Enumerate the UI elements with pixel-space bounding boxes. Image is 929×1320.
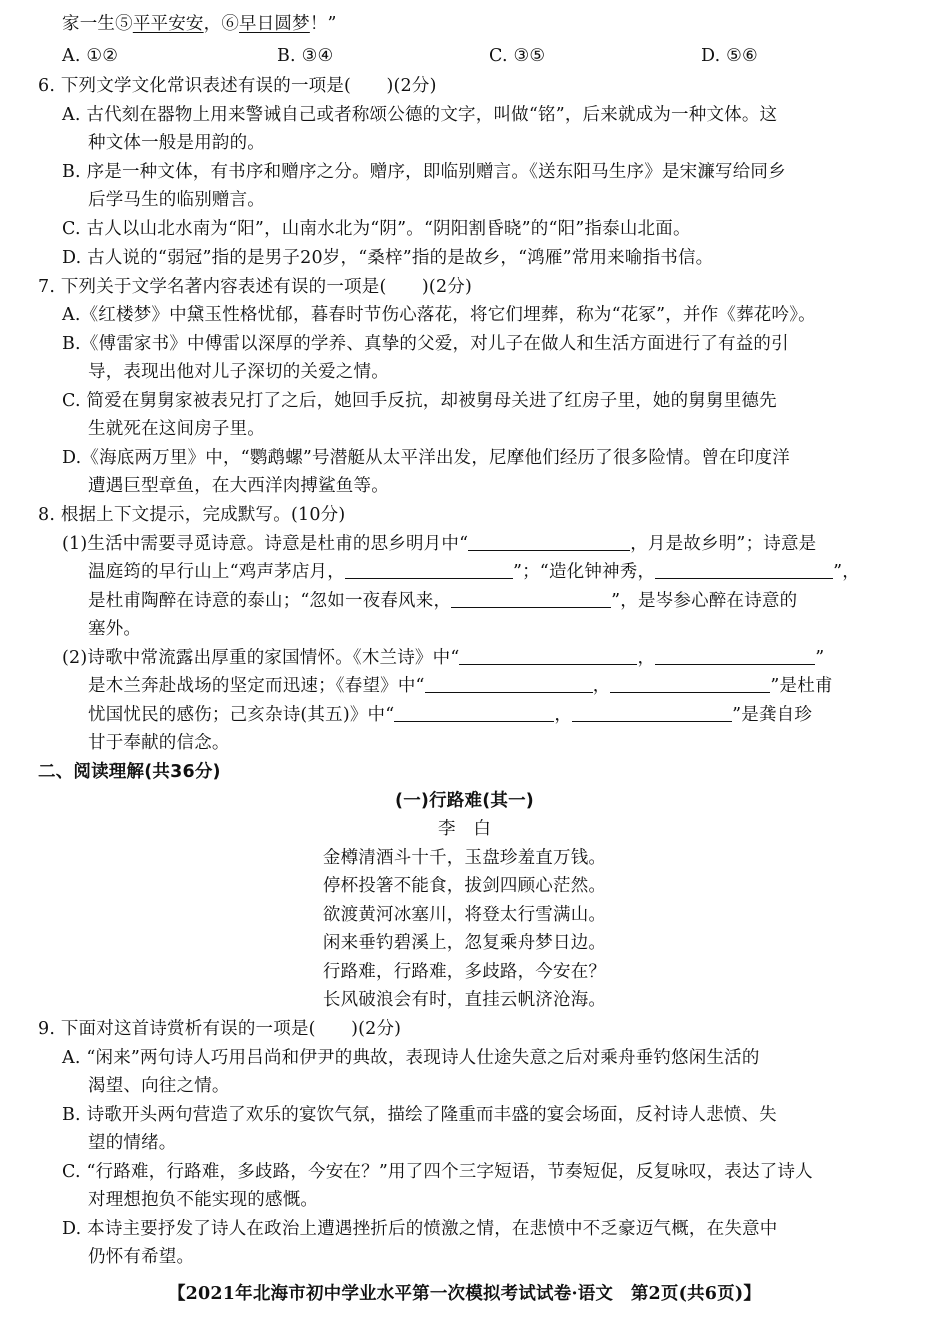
q8-p2-text-d: 是木兰奔赴战场的坚定而迅速；《春望》中“	[88, 676, 425, 696]
blank-input[interactable]	[572, 703, 732, 722]
q8-part2-line4: 甘于奉献的信念。	[88, 733, 230, 753]
q5-option-b[interactable]: B. ③④	[277, 46, 334, 66]
q8-part2-line1	[62, 645, 824, 671]
intro-underlined-5: 平平安安	[132, 14, 204, 34]
intro-underlined-6: 早日圆梦	[239, 14, 310, 34]
q9-option-d-line1[interactable]: D. 本诗主要抒发了诗人在政治上遭遇挫折后的愤激之情，在悲愤中不乏豪迈气概，在失意中	[62, 1219, 778, 1239]
q8-part2-line2	[88, 673, 833, 699]
q9-option-a-line1[interactable]: A. “闲来”两句诗人巧用吕尚和伊尹的典故，表现诗人仕途失意之后对乘舟垂钓悠闲生活的	[62, 1048, 760, 1068]
poem-title: (一)行路难(其一)	[395, 791, 534, 811]
q7-option-c-line1[interactable]: C. 简爱在舅舅家被表兄打了之后，她回手反抗，却被舅母关进了红房子里，她的舅舅里德先	[62, 391, 777, 411]
q9-option-d-line2: 仍怀有希望。	[88, 1247, 195, 1267]
poem-line: 闲来垂钓碧溪上，忽复乘舟梦日边。	[322, 933, 607, 953]
q8-p1-text-e: ”，	[833, 562, 861, 582]
blank-input[interactable]	[451, 589, 611, 608]
blank-input[interactable]	[655, 560, 833, 579]
intro-mid: ，⑥	[203, 14, 240, 34]
q8-part1-line1	[62, 531, 816, 557]
q8-p2-text-g: 忧国忧民的感伤；己亥杂诗(其五)》中“	[88, 705, 395, 725]
section-heading: 二、阅读理解(共36分)	[38, 762, 221, 782]
q9-option-b-line1[interactable]: B. 诗歌开头两句营造了欢乐的宴饮气氛，描绘了隆重而丰盛的宴会场面，反衬诗人悲愤、失	[62, 1105, 777, 1125]
poem-line: 长风破浪会有时，直挂云帆济沧海。	[322, 990, 607, 1010]
q8-p2-text-f: ”是杜甫	[770, 676, 833, 696]
q9-option-a-line2: 渴望、向往之情。	[88, 1076, 230, 1096]
q8-p1-text-c: 温庭筠的早行山上“鸡声茅店月，	[88, 562, 345, 582]
blank-input[interactable]	[394, 703, 554, 722]
intro-suffix: ！”	[309, 14, 337, 34]
q9-stem: 9. 下面对这首诗赏析有误的一项是( )(2分)	[38, 1019, 402, 1039]
intro-prefix: 家一生⑤	[62, 14, 133, 34]
q8-stem: 8. 根据上下文提示，完成默写。(10分)	[38, 505, 346, 525]
q6-option-a-line2: 种文体一般是用韵的。	[88, 133, 265, 153]
q5-option-d[interactable]: D. ⑤⑥	[701, 46, 758, 66]
q7-option-c-line2: 生就死在这间房子里。	[88, 419, 265, 439]
q8-p1-text-b: ，月是故乡明”；诗意是	[630, 534, 817, 554]
q8-p1-text-a: (1)生活中需要寻觅诗意。诗意是杜甫的思乡明月中“	[62, 534, 469, 554]
poem-line: 行路难，行路难，多歧路，今安在？	[322, 962, 607, 982]
blank-input[interactable]	[468, 532, 630, 551]
q7-option-d-line2: 遭遇巨型章鱼，在大西洋肉搏鲨鱼等。	[88, 476, 389, 496]
q8-part1-line4: 塞外。	[88, 619, 142, 639]
q6-option-c[interactable]: C. 古人以山北水南为“阳”，山南水北为“阴”。“阴阳割昏晓”的“阳”指泰山北面。	[62, 219, 691, 239]
q9-option-b-line2: 望的情绪。	[88, 1133, 177, 1153]
q7-option-b-line1[interactable]: B.《傅雷家书》中傅雷以深厚的学养、真挚的父爱，对儿子在做人和生活方面进行了有益的引	[62, 334, 789, 354]
q8-part1-line2	[88, 559, 860, 585]
q8-p2-text-a: (2)诗歌中常流露出厚重的家国情怀。《木兰诗》中“	[62, 648, 460, 668]
blank-input[interactable]	[655, 646, 815, 665]
poem-line: 停杯投箸不能食，拔剑四顾心茫然。	[322, 876, 607, 896]
q8-p2-text-i: ”是龚自珍	[732, 705, 813, 725]
q7-option-b-line2: 导，表现出他对儿子深切的关爱之情。	[88, 362, 389, 382]
blank-input[interactable]	[425, 674, 593, 693]
intro-line	[62, 11, 337, 37]
q8-p2-text-h: ，	[554, 705, 573, 725]
q6-option-b-line2: 后学马生的临别赠言。	[88, 190, 265, 210]
q9-option-c-line1[interactable]: C. “行路难，行路难，多歧路，今安在？”用了四个三字短语，节奏短促，反复咏叹，表达了诗人	[62, 1162, 813, 1182]
q8-part1-line3	[88, 588, 797, 614]
q8-p2-text-c: ”	[815, 648, 825, 668]
page-footer: 【2021年北海市初中学业水平第一次模拟考试试卷·语文 第2页(共6页)】	[167, 1284, 762, 1304]
q7-option-a[interactable]: A.《红楼梦》中黛玉性格忧郁，暮春时节伤心落花，将它们埋葬，称为“花冢”，并作《葬花吟》。	[62, 305, 816, 325]
q8-p2-text-e: ，	[592, 676, 611, 696]
q6-option-a-line1[interactable]: A. 古代刻在器物上用来警诫自己或者称颂公德的文字，叫做“铭”，后来就成为一种文体。这	[62, 105, 778, 125]
q5-option-c[interactable]: C. ③⑤	[489, 46, 546, 66]
q6-option-d[interactable]: D. 古人说的“弱冠”指的是男子20岁，“桑梓”指的是故乡，“鸿雁”常用来喻指书信。	[62, 248, 714, 268]
q9-option-c-line2: 对理想抱负不能实现的感慨。	[88, 1190, 319, 1210]
blank-input[interactable]	[345, 560, 513, 579]
q8-part2-line3	[88, 702, 812, 728]
poem-line: 金樽清酒斗十千，玉盘珍羞直万钱。	[322, 848, 607, 868]
blank-input[interactable]	[459, 646, 637, 665]
q8-p1-text-f: 是杜甫陶醉在诗意的泰山；“忽如一夜春风来，	[88, 591, 452, 611]
blank-input[interactable]	[610, 674, 770, 693]
q8-p2-text-b: ，	[637, 648, 656, 668]
q7-stem: 7. 下列关于文学名著内容表述有误的一项是( )(2分)	[38, 277, 473, 297]
poem-author: 李 白	[437, 819, 492, 839]
q5-option-a[interactable]: A. ①②	[62, 46, 119, 66]
q6-option-b-line1[interactable]: B. 序是一种文体，有书序和赠序之分。赠序，即临别赠言。《送东阳马生序》是宋濂写给同乡	[62, 162, 786, 182]
poem-line: 欲渡黄河冰塞川，将登太行雪满山。	[322, 905, 607, 925]
q8-p1-text-d: ”；“造化钟神秀，	[512, 562, 656, 582]
q7-option-d-line1[interactable]: D.《海底两万里》中，“鹦鹉螺”号潜艇从太平洋出发，尼摩他们经历了很多险情。曾在印度洋	[62, 448, 790, 468]
q8-p1-text-g: ”，是岑参心醉在诗意的	[611, 591, 798, 611]
q6-stem: 6. 下列文学文化常识表述有误的一项是( )(2分)	[38, 76, 437, 96]
